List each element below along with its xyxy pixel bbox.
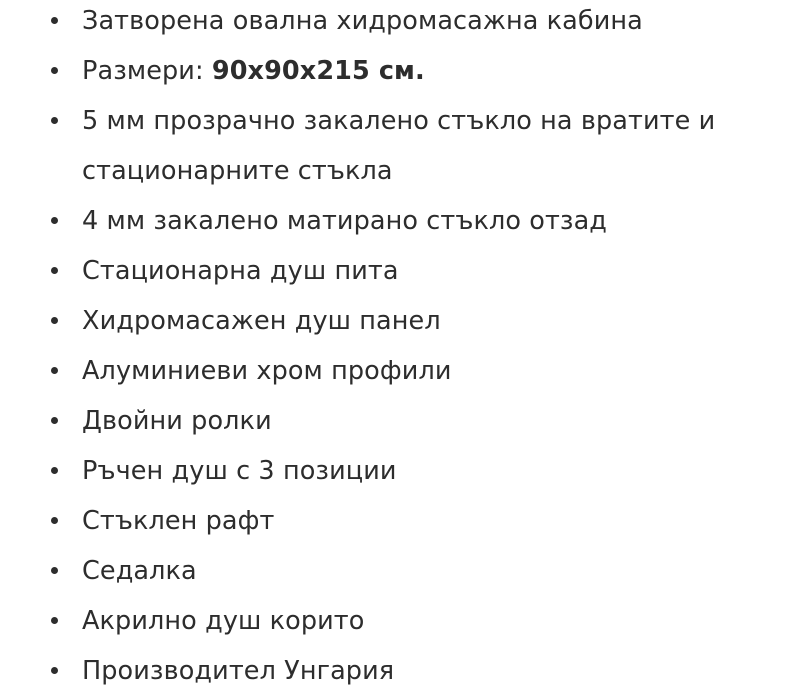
list-item <box>0 196 789 246</box>
list-item <box>0 596 789 646</box>
bullet-icon <box>50 596 60 646</box>
bullet-icon <box>50 496 60 546</box>
list-item-text: Стационарна душ пита <box>82 256 399 286</box>
list-item-text: 4 мм закалено матирано стъкло отзад <box>82 206 608 236</box>
list-item <box>0 396 789 446</box>
bullet-icon <box>50 296 60 346</box>
list-item <box>0 246 789 296</box>
list-item-text: Ръчен душ с 3 позиции <box>82 456 397 486</box>
list-item <box>0 446 789 496</box>
bullet-icon <box>50 346 60 396</box>
list-item-text: 5 мм прозрачно закалено стъкло на вратите и стационарните стъкла <box>82 106 716 186</box>
list-item <box>0 296 789 346</box>
list-item-text: Затворена овална хидромасажна кабина <box>82 6 643 36</box>
list-item-text: Хидромасажен душ панел <box>82 306 441 336</box>
list-item-text: Производител Унгария <box>82 656 395 686</box>
bullet-icon <box>50 196 60 246</box>
list-item <box>0 46 789 96</box>
list-item <box>0 546 789 596</box>
bullet-icon <box>50 546 60 596</box>
list-item <box>0 0 789 46</box>
list-item <box>0 96 789 196</box>
list-item-emphasis: 90x90x215 см. <box>211 56 425 86</box>
bullet-icon <box>50 96 60 146</box>
list-item <box>0 346 789 396</box>
bullet-icon <box>50 46 60 96</box>
list-item-text: Алуминиеви хром профили <box>82 356 452 386</box>
list-item-text: Акрилно душ корито <box>82 606 365 636</box>
bullet-icon <box>50 246 60 296</box>
bullet-icon <box>50 646 60 696</box>
list-item-text: Стъклен рафт <box>82 506 275 536</box>
bullet-icon <box>50 396 60 446</box>
list-item-text: Размери: <box>82 56 212 86</box>
list-item <box>0 496 789 546</box>
bullet-icon <box>50 0 60 46</box>
list-item <box>0 646 789 696</box>
bullet-icon <box>50 446 60 496</box>
list-item-text: Двойни ролки <box>82 406 272 436</box>
list-item-text: Седалка <box>82 556 197 586</box>
